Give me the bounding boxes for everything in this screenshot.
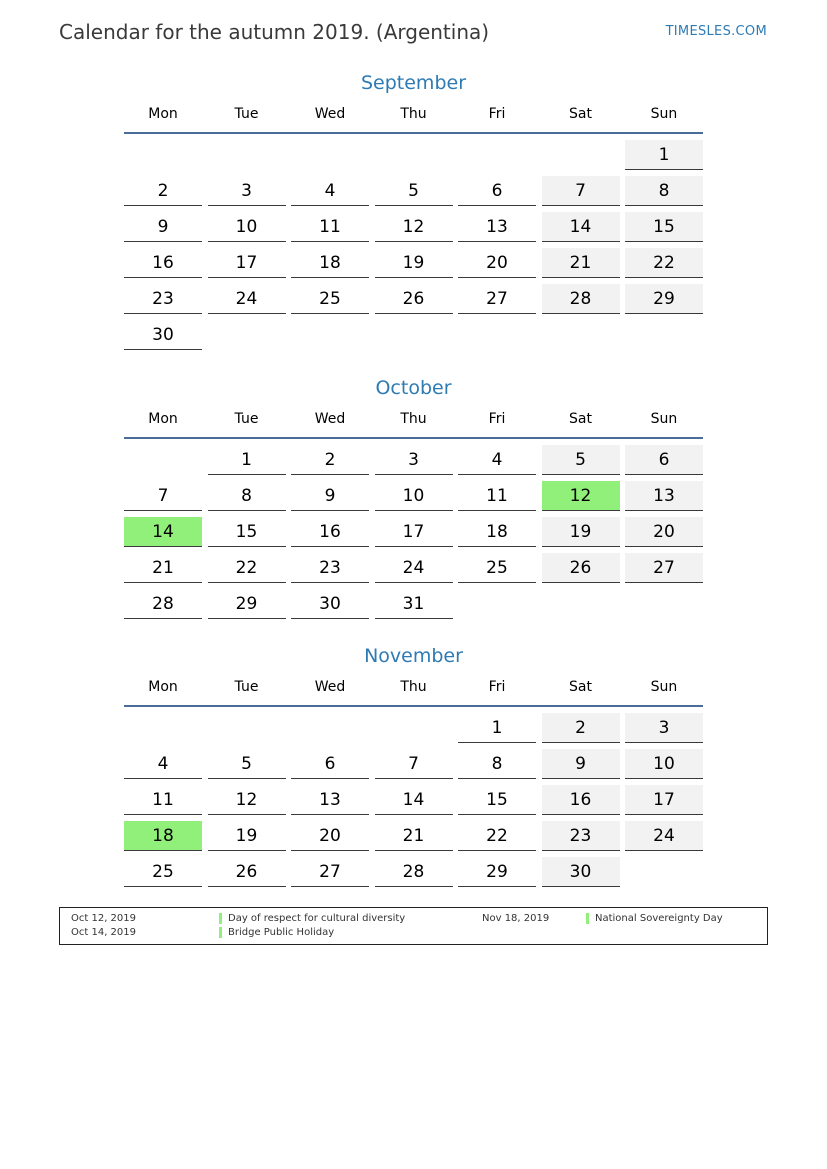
day-cell: 2 — [542, 713, 620, 743]
day-cell: 30 — [542, 857, 620, 887]
weekday-fri: Fri — [488, 679, 506, 695]
day-cell: 24 — [208, 284, 286, 314]
weekday-fri: Fri — [488, 106, 506, 122]
weekday-thu: Thu — [400, 106, 427, 122]
day-cell: 25 — [291, 284, 369, 314]
holiday-legend — [59, 907, 768, 945]
day-cell: 8 — [208, 481, 286, 511]
empty-cell — [208, 713, 286, 743]
day-cell: 6 — [625, 445, 703, 475]
day-cell: 10 — [208, 212, 286, 242]
days-grid — [124, 445, 703, 619]
day-cell: 29 — [625, 284, 703, 314]
day-cell: 18 — [458, 517, 536, 547]
weekday-wed: Wed — [314, 679, 346, 695]
day-cell: 10 — [625, 749, 703, 779]
day-cell: 11 — [458, 481, 536, 511]
day-cell: 14 — [124, 517, 202, 547]
weekday-wed: Wed — [314, 106, 346, 122]
day-cell: 21 — [124, 553, 202, 583]
month-title: October — [375, 377, 452, 399]
day-cell: 28 — [124, 589, 202, 619]
day-cell: 12 — [542, 481, 620, 511]
day-cell: 4 — [458, 445, 536, 475]
month-title: November — [364, 645, 463, 667]
day-cell: 7 — [124, 481, 202, 511]
day-cell: 16 — [124, 248, 202, 278]
month-november — [124, 642, 703, 887]
day-cell: 29 — [458, 857, 536, 887]
day-cell: 13 — [458, 212, 536, 242]
day-cell: 6 — [291, 749, 369, 779]
day-cell: 26 — [208, 857, 286, 887]
day-cell: 13 — [291, 785, 369, 815]
weekday-mon: Mon — [148, 679, 178, 695]
day-cell: 28 — [375, 857, 453, 887]
day-cell: 3 — [625, 713, 703, 743]
day-cell: 22 — [625, 248, 703, 278]
day-cell: 19 — [208, 821, 286, 851]
day-cell: 17 — [625, 785, 703, 815]
day-cell: 21 — [375, 821, 453, 851]
weekday-header — [124, 97, 703, 134]
empty-cell — [375, 713, 453, 743]
empty-cell — [291, 140, 369, 170]
day-cell: 1 — [458, 713, 536, 743]
weekday-sat: Sat — [569, 106, 592, 122]
empty-cell — [208, 140, 286, 170]
page-title: Calendar for the autumn 2019. (Argentina) — [59, 20, 490, 44]
day-cell: 12 — [375, 212, 453, 242]
weekday-mon: Mon — [148, 106, 178, 122]
weekday-sun: Sun — [650, 679, 678, 695]
day-cell: 6 — [458, 176, 536, 206]
day-cell: 9 — [542, 749, 620, 779]
day-cell: 9 — [291, 481, 369, 511]
weekday-mon: Mon — [148, 411, 178, 427]
day-cell: 17 — [208, 248, 286, 278]
day-cell: 14 — [375, 785, 453, 815]
day-cell: 17 — [375, 517, 453, 547]
day-cell: 2 — [291, 445, 369, 475]
day-cell: 8 — [458, 749, 536, 779]
day-cell: 16 — [542, 785, 620, 815]
day-cell: 23 — [542, 821, 620, 851]
weekday-fri: Fri — [488, 411, 506, 427]
legend-holiday-name: National Sovereignty Day — [595, 913, 723, 924]
days-grid — [124, 713, 703, 887]
month-october — [124, 374, 703, 619]
day-cell: 9 — [124, 212, 202, 242]
month-september — [124, 69, 703, 350]
day-cell: 27 — [291, 857, 369, 887]
weekday-tue: Tue — [234, 411, 259, 427]
day-cell: 13 — [625, 481, 703, 511]
legend-holiday-name: Bridge Public Holiday — [228, 927, 335, 938]
legend-date: Oct 14, 2019 — [71, 927, 136, 938]
day-cell: 20 — [625, 517, 703, 547]
day-cell: 23 — [291, 553, 369, 583]
weekday-sun: Sun — [650, 106, 678, 122]
day-cell: 24 — [625, 821, 703, 851]
empty-cell — [291, 713, 369, 743]
weekday-sat: Sat — [569, 411, 592, 427]
empty-cell — [375, 140, 453, 170]
day-cell: 10 — [375, 481, 453, 511]
holiday-color-marker — [586, 913, 589, 924]
day-cell: 31 — [375, 589, 453, 619]
day-cell: 15 — [458, 785, 536, 815]
day-cell: 30 — [124, 320, 202, 350]
empty-cell — [458, 140, 536, 170]
day-cell: 14 — [542, 212, 620, 242]
day-cell: 4 — [291, 176, 369, 206]
day-cell: 21 — [542, 248, 620, 278]
day-cell: 19 — [375, 248, 453, 278]
day-cell: 22 — [208, 553, 286, 583]
legend-date: Oct 12, 2019 — [71, 913, 136, 924]
day-cell: 26 — [542, 553, 620, 583]
weekday-thu: Thu — [400, 411, 427, 427]
day-cell: 1 — [625, 140, 703, 170]
weekday-tue: Tue — [234, 106, 259, 122]
day-cell: 3 — [208, 176, 286, 206]
day-cell: 26 — [375, 284, 453, 314]
day-cell: 19 — [542, 517, 620, 547]
day-cell: 8 — [625, 176, 703, 206]
legend-date: Nov 18, 2019 — [482, 913, 550, 924]
day-cell: 27 — [458, 284, 536, 314]
weekday-sat: Sat — [569, 679, 592, 695]
day-cell: 30 — [291, 589, 369, 619]
days-grid — [124, 140, 703, 350]
brand-link[interactable]: TIMESLES.COM — [665, 24, 767, 39]
day-cell: 5 — [208, 749, 286, 779]
month-title: September — [360, 72, 467, 94]
holiday-color-marker — [219, 927, 222, 938]
legend-holiday-name: Day of respect for cultural diversity — [228, 913, 406, 924]
day-cell: 20 — [291, 821, 369, 851]
day-cell: 24 — [375, 553, 453, 583]
day-cell: 7 — [542, 176, 620, 206]
weekday-thu: Thu — [400, 679, 427, 695]
empty-cell — [124, 445, 202, 475]
day-cell: 11 — [124, 785, 202, 815]
day-cell: 20 — [458, 248, 536, 278]
empty-cell — [542, 140, 620, 170]
day-cell: 11 — [291, 212, 369, 242]
day-cell: 3 — [375, 445, 453, 475]
holiday-color-marker — [219, 913, 222, 924]
empty-cell — [124, 713, 202, 743]
day-cell: 7 — [375, 749, 453, 779]
day-cell: 18 — [124, 821, 202, 851]
day-cell: 29 — [208, 589, 286, 619]
day-cell: 16 — [291, 517, 369, 547]
day-cell: 23 — [124, 284, 202, 314]
weekday-header — [124, 670, 703, 707]
weekday-sun: Sun — [650, 411, 678, 427]
day-cell: 28 — [542, 284, 620, 314]
day-cell: 22 — [458, 821, 536, 851]
day-cell: 5 — [542, 445, 620, 475]
day-cell: 12 — [208, 785, 286, 815]
weekday-wed: Wed — [314, 411, 346, 427]
day-cell: 25 — [124, 857, 202, 887]
weekday-tue: Tue — [234, 679, 259, 695]
day-cell: 4 — [124, 749, 202, 779]
day-cell: 1 — [208, 445, 286, 475]
day-cell: 15 — [208, 517, 286, 547]
day-cell: 5 — [375, 176, 453, 206]
day-cell: 15 — [625, 212, 703, 242]
day-cell: 2 — [124, 176, 202, 206]
day-cell: 27 — [625, 553, 703, 583]
day-cell: 18 — [291, 248, 369, 278]
empty-cell — [124, 140, 202, 170]
weekday-header — [124, 402, 703, 439]
day-cell: 25 — [458, 553, 536, 583]
